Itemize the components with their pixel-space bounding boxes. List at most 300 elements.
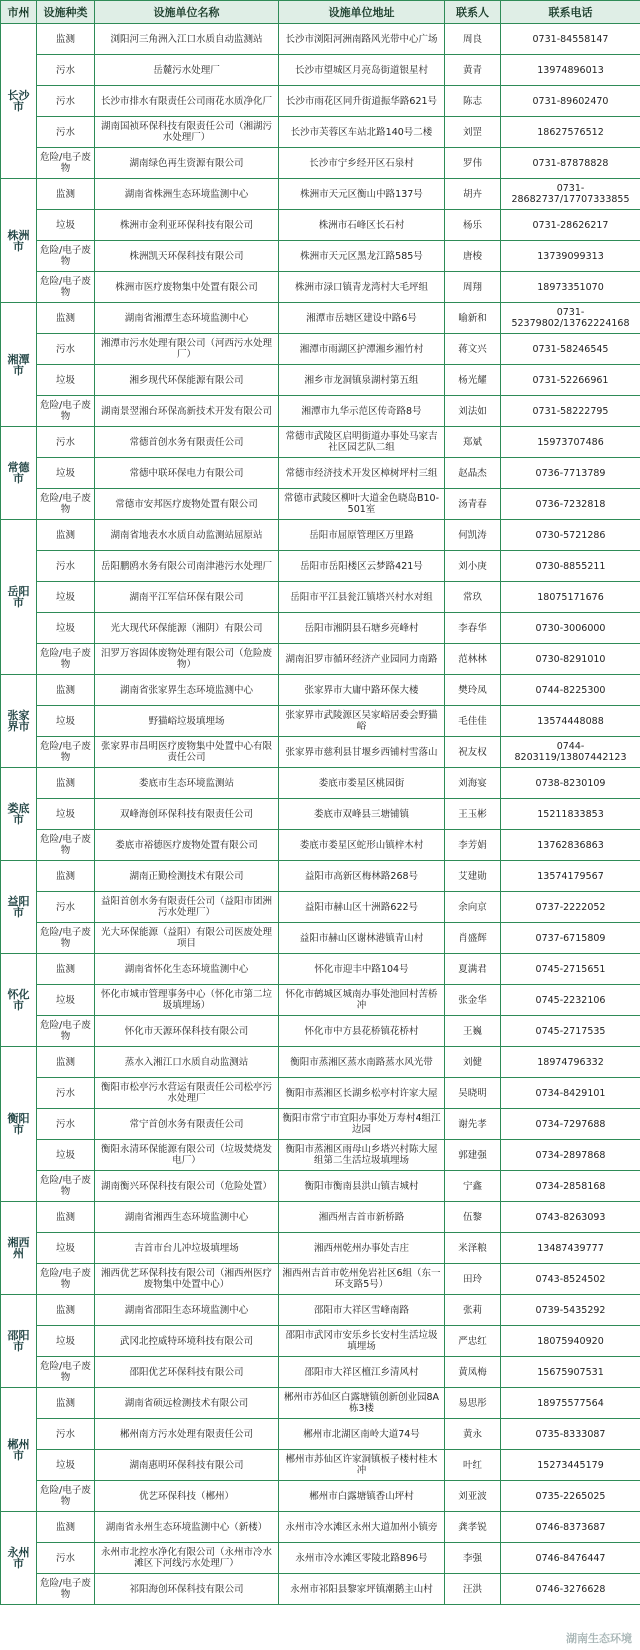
- facility-type-cell: 危险/电子废物: [37, 1481, 95, 1512]
- table-row: [1, 520, 640, 551]
- contact-person-cell: 范林林: [445, 644, 501, 675]
- contact-person-cell: 何凯涛: [445, 520, 501, 551]
- city-cell: 株洲市: [1, 179, 37, 303]
- address-cell: 衡阳市衡南县洪山镇吉城村: [279, 1171, 445, 1202]
- city-cell: 衡阳市: [1, 1047, 37, 1202]
- table-row: [1, 241, 640, 272]
- phone-cell: 0744-8203119/13807442123: [501, 737, 640, 768]
- contact-person-cell: 黄永: [445, 1419, 501, 1450]
- facility-type-cell: 监测: [37, 303, 95, 334]
- unit-name-cell: 湖南省地表水水质自动监测站屈原站: [95, 520, 279, 551]
- contact-person-cell: 刘健: [445, 1047, 501, 1078]
- table-row: [1, 1047, 640, 1078]
- phone-cell: 13574448088: [501, 706, 640, 737]
- contact-person-cell: 黄青: [445, 55, 501, 86]
- contact-person-cell: 夏满君: [445, 954, 501, 985]
- address-cell: 株洲市石峰区长石村: [279, 210, 445, 241]
- contact-person-cell: 宁鑫: [445, 1171, 501, 1202]
- facility-type-cell: 监测: [37, 1047, 95, 1078]
- phone-cell: 13762836863: [501, 830, 640, 861]
- facility-type-cell: 监测: [37, 1512, 95, 1543]
- phone-cell: 0734-7297688: [501, 1109, 640, 1140]
- phone-cell: 0746-8373687: [501, 1512, 640, 1543]
- table-row: [1, 427, 640, 458]
- table-row: [1, 954, 640, 985]
- phone-cell: 0731-28626217: [501, 210, 640, 241]
- unit-name-cell: 怀化市天源环保科技有限公司: [95, 1016, 279, 1047]
- table-row: [1, 1233, 640, 1264]
- city-cell: 湘西州: [1, 1202, 37, 1295]
- contact-person-cell: 杨乐: [445, 210, 501, 241]
- phone-cell: 0746-8476447: [501, 1543, 640, 1574]
- city-cell: 郴州市: [1, 1388, 37, 1512]
- contact-person-cell: 肖盛辉: [445, 923, 501, 954]
- unit-name-cell: 娄底市生态环境监测站: [95, 768, 279, 799]
- facility-type-cell: 危险/电子废物: [37, 737, 95, 768]
- address-cell: 长沙市宁乡经开区石泉村: [279, 148, 445, 179]
- header-contact: 联系人: [445, 1, 501, 24]
- address-cell: 湘乡市龙洞镇泉湖村第五组: [279, 365, 445, 396]
- unit-name-cell: 衡阳永清环保能源有限公司（垃圾焚烧发电厂）: [95, 1140, 279, 1171]
- unit-name-cell: 郴州南方污水处理有限责任公司: [95, 1419, 279, 1450]
- address-cell: 湘潭市雨湖区护潭湘乡湘竹村: [279, 334, 445, 365]
- phone-cell: 18973351070: [501, 272, 640, 303]
- phone-cell: 0738-8230109: [501, 768, 640, 799]
- contact-person-cell: 米泽粮: [445, 1233, 501, 1264]
- phone-cell: 15273445179: [501, 1450, 640, 1481]
- header-type: 设施种类: [37, 1, 95, 24]
- contact-person-cell: 刘亚波: [445, 1481, 501, 1512]
- phone-cell: 0731-87878828: [501, 148, 640, 179]
- contact-person-cell: 易思彤: [445, 1388, 501, 1419]
- contact-person-cell: 伍黎: [445, 1202, 501, 1233]
- table-row: [1, 489, 640, 520]
- table-row: [1, 1512, 640, 1543]
- unit-name-cell: 湖南衡兴环保科技有限公司（危险处置）: [95, 1171, 279, 1202]
- phone-cell: 0730-5721286: [501, 520, 640, 551]
- city-cell: 湘潭市: [1, 303, 37, 427]
- contact-person-cell: 喻新和: [445, 303, 501, 334]
- contact-person-cell: 严忠红: [445, 1326, 501, 1357]
- address-cell: 长沙市雨花区同升街道振华路621号: [279, 86, 445, 117]
- table-row: [1, 148, 640, 179]
- contact-person-cell: 赵晶杰: [445, 458, 501, 489]
- table-row: [1, 1295, 640, 1326]
- city-cell: 永州市: [1, 1512, 37, 1605]
- contact-person-cell: 李春华: [445, 613, 501, 644]
- table-row: [1, 24, 640, 55]
- unit-name-cell: 娄底市裕德医疗废物处置有限公司: [95, 830, 279, 861]
- table-row: [1, 303, 640, 334]
- contact-person-cell: 周良: [445, 24, 501, 55]
- table-row: [1, 1078, 640, 1109]
- phone-cell: 0734-8429101: [501, 1078, 640, 1109]
- address-cell: 郴州市苏仙区许家洞镇板子楼村桂木冲: [279, 1450, 445, 1481]
- table-row: [1, 1016, 640, 1047]
- table-row: [1, 86, 640, 117]
- address-cell: 湘西州吉首市乾州免岩社区6组（东一环支路5号）: [279, 1264, 445, 1295]
- phone-cell: 18075940920: [501, 1326, 640, 1357]
- facility-type-cell: 垃圾: [37, 613, 95, 644]
- contact-person-cell: 唐梭: [445, 241, 501, 272]
- unit-name-cell: 光大环保能源（益阳）有限公司医废处理项目: [95, 923, 279, 954]
- unit-name-cell: 湖南正勤检测技术有限公司: [95, 861, 279, 892]
- contact-person-cell: 艾建勋: [445, 861, 501, 892]
- contact-person-cell: 杨光耀: [445, 365, 501, 396]
- facility-type-cell: 监测: [37, 675, 95, 706]
- facility-type-cell: 监测: [37, 520, 95, 551]
- address-cell: 益阳市赫山区谢林港镇青山村: [279, 923, 445, 954]
- phone-cell: 0744-8225300: [501, 675, 640, 706]
- table-row: [1, 117, 640, 148]
- facility-type-cell: 污水: [37, 427, 95, 458]
- address-cell: 娄底市娄星区蛇形山镇梓木村: [279, 830, 445, 861]
- phone-cell: 18975577564: [501, 1388, 640, 1419]
- header-phone: 联系电话: [501, 1, 640, 24]
- unit-name-cell: 湖南省邵阳生态环境监测中心: [95, 1295, 279, 1326]
- unit-name-cell: 邵阳优艺环保科技有限公司: [95, 1357, 279, 1388]
- contact-person-cell: 龚孝锐: [445, 1512, 501, 1543]
- unit-name-cell: 湖南省湘潭生态环境监测中心: [95, 303, 279, 334]
- unit-name-cell: 常德首创水务有限责任公司: [95, 427, 279, 458]
- phone-cell: 0731-84558147: [501, 24, 640, 55]
- facility-type-cell: 垃圾: [37, 799, 95, 830]
- unit-name-cell: 野猫峪垃圾填埋场: [95, 706, 279, 737]
- table-row: [1, 272, 640, 303]
- phone-cell: 0737-2222052: [501, 892, 640, 923]
- contact-person-cell: 吴晓明: [445, 1078, 501, 1109]
- contact-person-cell: 周翔: [445, 272, 501, 303]
- header-address: 设施单位地址: [279, 1, 445, 24]
- table-row: [1, 613, 640, 644]
- contact-person-cell: 常玖: [445, 582, 501, 613]
- address-cell: 株洲市天元区衡山中路137号: [279, 179, 445, 210]
- phone-cell: 0730-3006000: [501, 613, 640, 644]
- table-row: [1, 179, 640, 210]
- facility-type-cell: 污水: [37, 551, 95, 582]
- table-row: [1, 458, 640, 489]
- facility-type-cell: 污水: [37, 1543, 95, 1574]
- phone-cell: 0743-8263093: [501, 1202, 640, 1233]
- address-cell: 衡阳市蒸湘区长湖乡松亭村许家大屋: [279, 1078, 445, 1109]
- table-row: [1, 675, 640, 706]
- phone-cell: 18627576512: [501, 117, 640, 148]
- header-unit-name: 设施单位名称: [95, 1, 279, 24]
- address-cell: 湘潭市九华示范区传奇路8号: [279, 396, 445, 427]
- phone-cell: 0730-8855211: [501, 551, 640, 582]
- city-cell: 长沙市: [1, 24, 37, 179]
- unit-name-cell: 怀化市城市管理事务中心（怀化市第二垃圾填埋场）: [95, 985, 279, 1016]
- address-cell: 岳阳市平江县瓮江镇塔兴村水对组: [279, 582, 445, 613]
- table-row: [1, 210, 640, 241]
- unit-name-cell: 湖南省张家界生态环境监测中心: [95, 675, 279, 706]
- phone-cell: 0730-8291010: [501, 644, 640, 675]
- unit-name-cell: 湖南省株洲生态环境监测中心: [95, 179, 279, 210]
- facility-type-cell: 垃圾: [37, 365, 95, 396]
- unit-name-cell: 湖南景翌湘台环保高新技术开发有限公司: [95, 396, 279, 427]
- unit-name-cell: 湖南平江军信环保有限公司: [95, 582, 279, 613]
- phone-cell: 0731-52266961: [501, 365, 640, 396]
- facility-type-cell: 垃圾: [37, 582, 95, 613]
- city-cell: 怀化市: [1, 954, 37, 1047]
- phone-cell: 0737-6715809: [501, 923, 640, 954]
- table-row: [1, 55, 640, 86]
- phone-cell: 13974896013: [501, 55, 640, 86]
- phone-cell: 13739099313: [501, 241, 640, 272]
- contact-person-cell: 谢先孝: [445, 1109, 501, 1140]
- facility-type-cell: 危险/电子废物: [37, 830, 95, 861]
- unit-name-cell: 祁阳海创环保科技有限公司: [95, 1574, 279, 1605]
- contact-person-cell: 蒋文兴: [445, 334, 501, 365]
- phone-cell: 0731-89602470: [501, 86, 640, 117]
- address-cell: 娄底市双峰县三塘铺镇: [279, 799, 445, 830]
- phone-cell: 0734-2897868: [501, 1140, 640, 1171]
- facility-type-cell: 危险/电子废物: [37, 1171, 95, 1202]
- address-cell: 长沙市芙蓉区车站北路140号二楼: [279, 117, 445, 148]
- unit-name-cell: 株洲市金利亚环保科技有限公司: [95, 210, 279, 241]
- table-row: [1, 985, 640, 1016]
- address-cell: 株洲市天元区黑龙江路585号: [279, 241, 445, 272]
- address-cell: 岳阳市岳阳楼区云梦路421号: [279, 551, 445, 582]
- address-cell: 怀化市鹤城区城南办事处池回村苦桥冲: [279, 985, 445, 1016]
- table-row: [1, 1481, 640, 1512]
- facility-type-cell: 污水: [37, 1419, 95, 1450]
- contact-person-cell: 祝友权: [445, 737, 501, 768]
- contact-person-cell: 胡卉: [445, 179, 501, 210]
- table-row: [1, 737, 640, 768]
- phone-cell: 13574179567: [501, 861, 640, 892]
- phone-cell: 15211833853: [501, 799, 640, 830]
- facility-type-cell: 危险/电子废物: [37, 1357, 95, 1388]
- address-cell: 永州市祁阳县黎家坪镇潮鹅主山村: [279, 1574, 445, 1605]
- facility-type-cell: 危险/电子废物: [37, 489, 95, 520]
- phone-cell: 0731-58222795: [501, 396, 640, 427]
- table-row: [1, 1574, 640, 1605]
- facility-type-cell: 污水: [37, 55, 95, 86]
- address-cell: 湘西州吉首市新桥路: [279, 1202, 445, 1233]
- city-cell: 岳阳市: [1, 520, 37, 675]
- contact-person-cell: 刘罡: [445, 117, 501, 148]
- unit-name-cell: 吉首市台儿冲垃圾填埋场: [95, 1233, 279, 1264]
- table-row: [1, 1264, 640, 1295]
- phone-cell: 0739-5435292: [501, 1295, 640, 1326]
- contact-person-cell: 黄凤梅: [445, 1357, 501, 1388]
- city-cell: 娄底市: [1, 768, 37, 861]
- unit-name-cell: 长沙市排水有限责任公司雨花水质净化厂: [95, 86, 279, 117]
- city-cell: 邵阳市: [1, 1295, 37, 1388]
- unit-name-cell: 常德中联环保电力有限公司: [95, 458, 279, 489]
- unit-name-cell: 岳麓污水处理厂: [95, 55, 279, 86]
- address-cell: 郴州市北湖区南岭大道74号: [279, 1419, 445, 1450]
- facility-type-cell: 危险/电子废物: [37, 1264, 95, 1295]
- contact-person-cell: 李强: [445, 1543, 501, 1574]
- address-cell: 衡阳市蒸湘区蒸水南路蒸水风光带: [279, 1047, 445, 1078]
- unit-name-cell: 株洲市医疗废物集中处置有限公司: [95, 272, 279, 303]
- facility-type-cell: 污水: [37, 86, 95, 117]
- facility-type-cell: 监测: [37, 24, 95, 55]
- phone-cell: 0736-7232818: [501, 489, 640, 520]
- facility-type-cell: 监测: [37, 768, 95, 799]
- unit-name-cell: 张家界市昌明医疗废物集中处置中心有限责任公司: [95, 737, 279, 768]
- contact-person-cell: 李芳娟: [445, 830, 501, 861]
- contact-person-cell: 王巍: [445, 1016, 501, 1047]
- table-body: [1, 24, 640, 1605]
- facility-type-cell: 垃圾: [37, 210, 95, 241]
- phone-cell: 0746-3276628: [501, 1574, 640, 1605]
- facility-type-cell: 危险/电子废物: [37, 644, 95, 675]
- table-row: [1, 644, 640, 675]
- address-cell: 邵阳市武冈市安乐乡长安村生活垃圾填埋场: [279, 1326, 445, 1357]
- unit-name-cell: 湖南惠明环保科技有限公司: [95, 1450, 279, 1481]
- address-cell: 张家界市大庸中路环保大楼: [279, 675, 445, 706]
- address-cell: 株洲市渌口镇青龙湾村大毛坪组: [279, 272, 445, 303]
- unit-name-cell: 优艺环保科技（郴州）: [95, 1481, 279, 1512]
- contact-person-cell: 张莉: [445, 1295, 501, 1326]
- table-row: [1, 706, 640, 737]
- facility-type-cell: 污水: [37, 892, 95, 923]
- address-cell: 永州市冷水滩区零陵北路896号: [279, 1543, 445, 1574]
- address-cell: 常德市武陵区柳叶大道金色晓岛B10-501室: [279, 489, 445, 520]
- phone-cell: 18075171676: [501, 582, 640, 613]
- phone-cell: 0731-52379802/13762224168: [501, 303, 640, 334]
- phone-cell: 0734-2858168: [501, 1171, 640, 1202]
- unit-name-cell: 湘潭市污水处理有限公司（河西污水处理厂）: [95, 334, 279, 365]
- contact-person-cell: 叶红: [445, 1450, 501, 1481]
- phone-cell: 0736-7713789: [501, 458, 640, 489]
- phone-cell: 15973707486: [501, 427, 640, 458]
- facility-type-cell: 垃圾: [37, 1233, 95, 1264]
- address-cell: 邵阳市大祥区檀江乡清风村: [279, 1357, 445, 1388]
- table-row: [1, 1140, 640, 1171]
- facility-type-cell: 垃圾: [37, 706, 95, 737]
- table-row: [1, 334, 640, 365]
- table-row: [1, 1388, 640, 1419]
- address-cell: 邵阳市大祥区雪峰南路: [279, 1295, 445, 1326]
- table-row: [1, 1450, 640, 1481]
- address-cell: 衡阳市蒸湘区雨母山乡塔兴村陈大屋组第二生活垃圾填埋场: [279, 1140, 445, 1171]
- phone-cell: 15675907531: [501, 1357, 640, 1388]
- city-cell: 常德市: [1, 427, 37, 520]
- contact-person-cell: 毛佳佳: [445, 706, 501, 737]
- facility-type-cell: 危险/电子废物: [37, 148, 95, 179]
- phone-cell: 18974796332: [501, 1047, 640, 1078]
- contact-person-cell: 余向京: [445, 892, 501, 923]
- facility-type-cell: 危险/电子废物: [37, 396, 95, 427]
- facility-type-cell: 污水: [37, 1078, 95, 1109]
- facility-type-cell: 污水: [37, 334, 95, 365]
- phone-cell: 0745-2232106: [501, 985, 640, 1016]
- facility-type-cell: 危险/电子废物: [37, 1574, 95, 1605]
- contact-person-cell: 郑斌: [445, 427, 501, 458]
- address-cell: 怀化市中方县花桥镇花桥村: [279, 1016, 445, 1047]
- city-cell: 张家界市: [1, 675, 37, 768]
- watermark: 湖南生态环境: [566, 1632, 632, 1645]
- contact-person-cell: 汪洪: [445, 1574, 501, 1605]
- header-row: [1, 1, 640, 24]
- unit-name-cell: 湘乡现代环保能源有限公司: [95, 365, 279, 396]
- facility-type-cell: 监测: [37, 861, 95, 892]
- phone-cell: 13487439777: [501, 1233, 640, 1264]
- header-city: 市州: [1, 1, 37, 24]
- table-row: [1, 396, 640, 427]
- phone-cell: 0735-2265025: [501, 1481, 640, 1512]
- unit-name-cell: 双峰海创环保科技有限责任公司: [95, 799, 279, 830]
- address-cell: 益阳市赫山区十洲路622号: [279, 892, 445, 923]
- table-row: [1, 1171, 640, 1202]
- table-row: [1, 1357, 640, 1388]
- table-row: [1, 830, 640, 861]
- table-row: [1, 1326, 640, 1357]
- address-cell: 张家界市武陵源区吴家峪居委会野猫峪: [279, 706, 445, 737]
- unit-name-cell: 岳阳鹏鸥水务有限公司南津港污水处理厂: [95, 551, 279, 582]
- table-row: [1, 551, 640, 582]
- contact-person-cell: 陈志: [445, 86, 501, 117]
- facility-type-cell: 危险/电子废物: [37, 923, 95, 954]
- table-row: [1, 892, 640, 923]
- unit-name-cell: 湖南省永州生态环境监测中心（新楼）: [95, 1512, 279, 1543]
- address-cell: 湘西州乾州办事处吉庄: [279, 1233, 445, 1264]
- table-row: [1, 923, 640, 954]
- unit-name-cell: 益阳首创水务有限责任公司（益阳市团洲污水处理厂）: [95, 892, 279, 923]
- unit-name-cell: 湖南绿色再生资源有限公司: [95, 148, 279, 179]
- facility-type-cell: 垃圾: [37, 1326, 95, 1357]
- unit-name-cell: 湖南省湘西生态环境监测中心: [95, 1202, 279, 1233]
- address-cell: 衡阳市常宁市宜阳办事处万寿村4组江边园: [279, 1109, 445, 1140]
- facility-type-cell: 监测: [37, 1295, 95, 1326]
- facility-type-cell: 监测: [37, 1388, 95, 1419]
- unit-name-cell: 衡阳市松亭污水营运有限责任公司松亭污水处理厂: [95, 1078, 279, 1109]
- facility-type-cell: 污水: [37, 117, 95, 148]
- contact-person-cell: 汤青春: [445, 489, 501, 520]
- facility-type-cell: 垃圾: [37, 458, 95, 489]
- contact-person-cell: 刘法如: [445, 396, 501, 427]
- unit-name-cell: 蒸水入湘江口水质自动监测站: [95, 1047, 279, 1078]
- address-cell: 湘潭市岳塘区建设中路6号: [279, 303, 445, 334]
- table-row: [1, 861, 640, 892]
- unit-name-cell: 汨罗万容固体废物处理有限公司（危险废物）: [95, 644, 279, 675]
- table-row: [1, 1109, 640, 1140]
- address-cell: 郴州市苏仙区白露塘镇创新创业园8A栋3楼: [279, 1388, 445, 1419]
- facility-type-cell: 污水: [37, 1109, 95, 1140]
- facility-type-cell: 垃圾: [37, 1140, 95, 1171]
- table-row: [1, 799, 640, 830]
- address-cell: 长沙市浏阳河洲南路风光带中心广场: [279, 24, 445, 55]
- address-cell: 益阳市高新区梅林路268号: [279, 861, 445, 892]
- address-cell: 永州市冷水滩区永州大道加州小镇旁: [279, 1512, 445, 1543]
- contact-person-cell: 刘海宴: [445, 768, 501, 799]
- address-cell: 张家界市慈利县甘堰乡西铺村雪落山: [279, 737, 445, 768]
- unit-name-cell: 光大现代环保能源（湘阴）有限公司: [95, 613, 279, 644]
- contact-person-cell: 罗伟: [445, 148, 501, 179]
- table-row: [1, 768, 640, 799]
- unit-name-cell: 武冈北控威特环境科技有限公司: [95, 1326, 279, 1357]
- address-cell: 常德市经济技术开发区樟树坪村三组: [279, 458, 445, 489]
- address-cell: 岳阳市湘阴县石塘乡亮峰村: [279, 613, 445, 644]
- address-cell: 长沙市望城区月亮岛街道银星村: [279, 55, 445, 86]
- table-row: [1, 365, 640, 396]
- contact-person-cell: 刘小庚: [445, 551, 501, 582]
- phone-cell: 0731-58246545: [501, 334, 640, 365]
- table-row: [1, 582, 640, 613]
- unit-name-cell: 湘西优艺环保科技有限公司（湘西州医疗废物集中处置中心）: [95, 1264, 279, 1295]
- contact-person-cell: 王玉彬: [445, 799, 501, 830]
- facility-type-cell: 危险/电子废物: [37, 1016, 95, 1047]
- address-cell: 郴州市白露塘镇香山坪村: [279, 1481, 445, 1512]
- facility-type-cell: 监测: [37, 179, 95, 210]
- address-cell: 怀化市迎丰中路104号: [279, 954, 445, 985]
- contact-person-cell: 田玲: [445, 1264, 501, 1295]
- unit-name-cell: 永州市北控水净化有限公司（永州市冷水滩区下河线污水处理厂）: [95, 1543, 279, 1574]
